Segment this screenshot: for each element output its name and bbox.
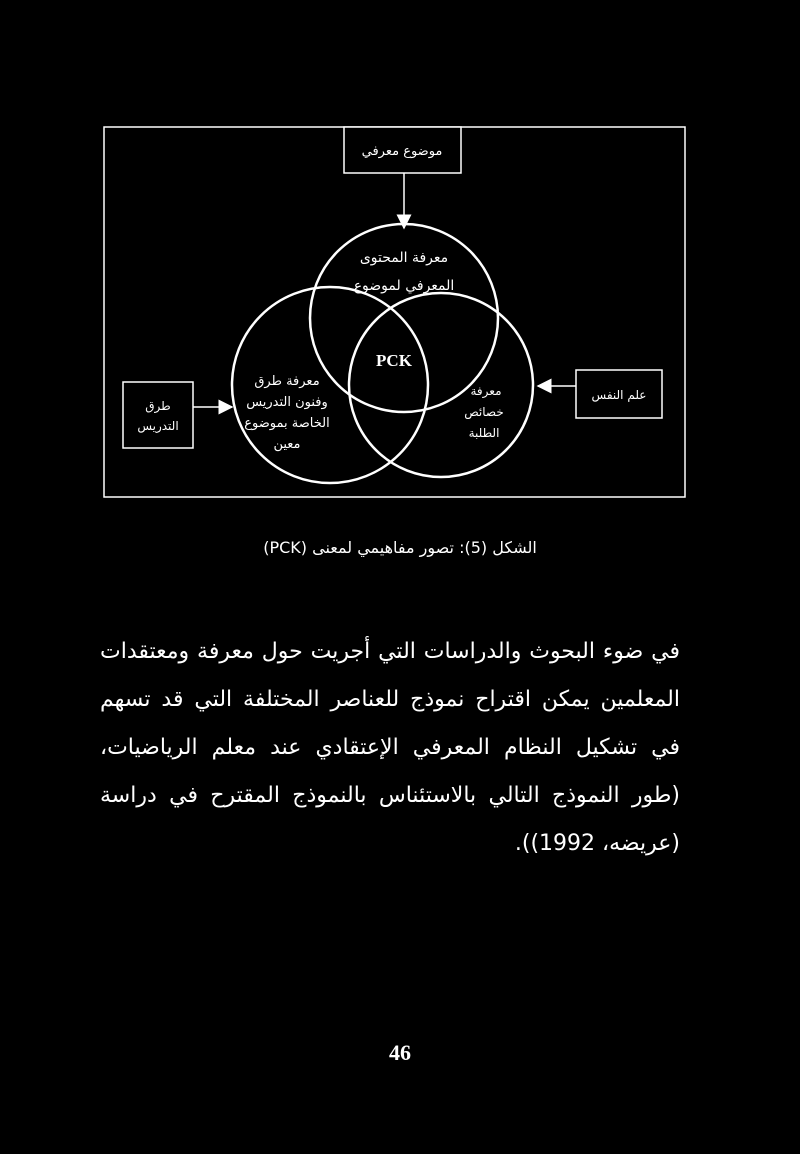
center-pck-label: PCK	[376, 351, 412, 370]
circle-student-characteristics	[349, 293, 533, 477]
body-paragraph: في ضوء البحوث والدراسات التي أجريت حول معرفة ومعتقدات المعلمين يمكن اقتراح نموذج للعناصر المختلفة التي قد تسهم في تشكيل النظام المعرفي الإعتقادي عند معلم الرياضيات، (طور النموذج التالي بالاستئناس بالنموذج المقترح في دراسة (عريضه، 1992)).	[100, 639, 680, 856]
pck-diagram	[0, 0, 800, 520]
top-circle-label-2: المعرفي لموضوع	[353, 278, 455, 294]
top-box-label: موضوع معرفي	[361, 144, 443, 159]
page-number: 46	[389, 1040, 411, 1065]
top-circle-label-1: معرفة المحتوى	[359, 250, 449, 266]
left-box	[123, 382, 193, 448]
right-circle-label-1: معرفة	[470, 384, 502, 398]
left-box-label-2: التدريس	[137, 419, 179, 433]
left-circle-label-4: معين	[273, 437, 301, 452]
right-circle-label-2: خصائص	[464, 405, 504, 419]
left-box-label-1: طرق	[145, 399, 171, 413]
right-box-label: علم النفس	[591, 388, 647, 402]
left-circle-label-2: وفنون التدريس	[246, 395, 328, 410]
left-circle-label-3: الخاصة بموضوع	[244, 416, 330, 431]
left-circle-label-1: معرفة طرق	[254, 374, 320, 389]
figure-caption: الشكل (5): تصور مفاهيمي لمعنى (PCK)	[263, 538, 537, 557]
right-circle-label-3: الطلبة	[468, 426, 500, 440]
